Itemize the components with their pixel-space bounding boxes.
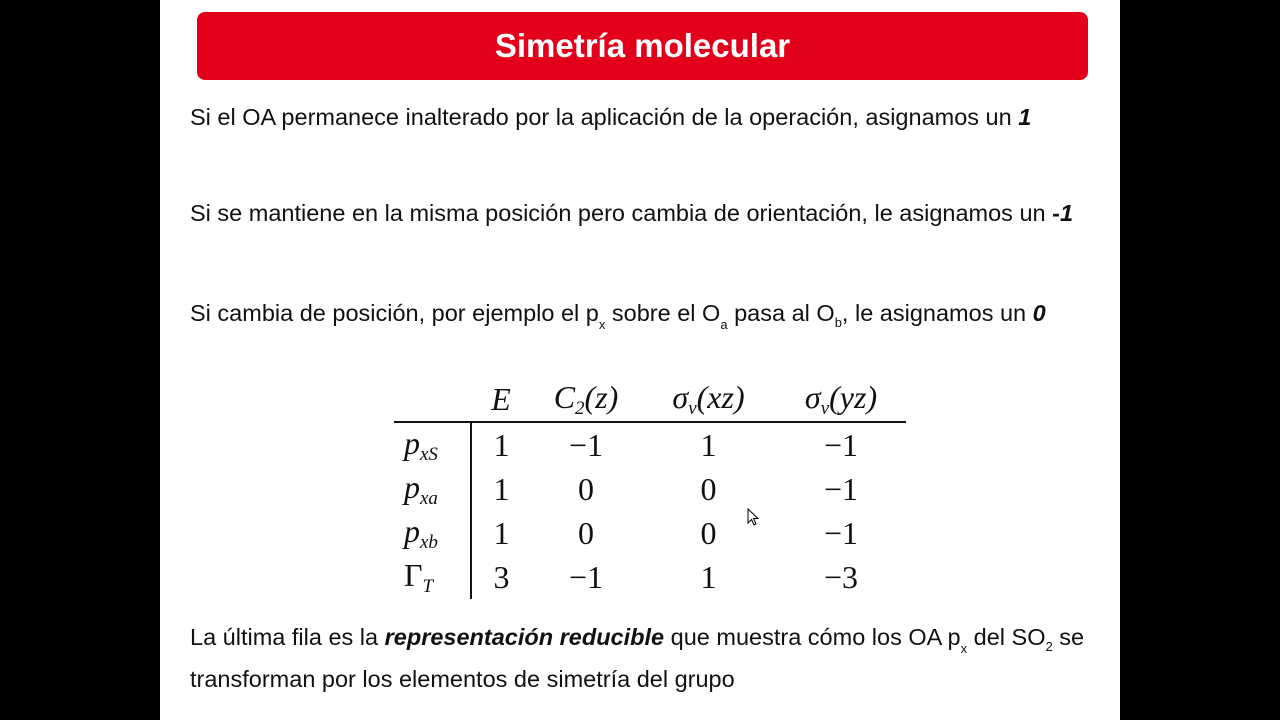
cell: 0	[700, 514, 717, 551]
header-sigma-xz-main: σ	[672, 378, 689, 415]
paragraph-3-text-2: sobre el O	[605, 300, 721, 326]
paragraph-2-text: Si se mantiene en la misma posición pero cambia de orientación, le asignamos un	[190, 200, 1053, 226]
row-label-main: p	[404, 468, 420, 505]
cell: 0	[578, 514, 594, 551]
cell: 1	[700, 558, 717, 595]
paragraph-1-value: 1	[1018, 104, 1032, 130]
table-corner	[394, 377, 471, 422]
slide-title: Simetría molecular	[494, 27, 791, 64]
row-label-sub: T	[422, 575, 434, 597]
paragraph-4-text-2: que muestra cómo los OA p	[664, 624, 961, 650]
table-row	[394, 467, 906, 511]
row-label	[394, 422, 471, 467]
cell: 1	[493, 426, 510, 463]
header-sigma-xz-arg: (xz)	[696, 378, 745, 415]
cell: 1	[700, 426, 717, 463]
table-row	[394, 555, 906, 599]
header-c2-arg: (z)	[584, 378, 619, 415]
header-c2	[531, 377, 641, 422]
table-row	[394, 511, 906, 555]
cell: −1	[823, 470, 859, 507]
row-label	[394, 467, 471, 511]
paragraph-4-text-4: se transforman por los elementos de simetría del grupo	[190, 624, 1085, 692]
header-c2-main: C	[553, 378, 576, 415]
cell: −1	[568, 558, 604, 595]
row-label-sub: xS	[420, 443, 438, 465]
header-sigma-yz	[776, 377, 906, 422]
slide	[160, 0, 1120, 720]
row-label-sub: xb	[420, 531, 438, 553]
paragraph-4-emphasis: representación reducible	[384, 624, 665, 650]
paragraph-3-text-1: Si cambia de posición, por ejemplo el p	[190, 300, 599, 326]
row-label-main: p	[404, 424, 420, 461]
paragraph-4	[190, 618, 1100, 698]
paragraph-2	[190, 197, 1100, 230]
row-label-main: p	[404, 512, 420, 549]
cell: 0	[578, 470, 594, 507]
row-label-sub: xa	[420, 487, 438, 509]
row-label	[394, 511, 471, 555]
mouse-cursor-icon	[747, 508, 759, 526]
paragraph-4-sub-x: x	[960, 641, 968, 656]
row-label-main: Γ	[404, 556, 423, 593]
table-row	[394, 422, 906, 467]
header-sigma-xz	[641, 377, 776, 422]
cell: −1	[823, 426, 859, 463]
row-label	[394, 555, 471, 599]
paragraph-3	[190, 293, 1100, 337]
paragraph-3-value: 0	[1032, 300, 1046, 326]
paragraph-2-value: -1	[1052, 200, 1074, 226]
paragraph-3-text-3: pasa al O	[727, 300, 835, 326]
cell: −1	[823, 514, 859, 551]
paragraph-4-text-3: del SO	[967, 624, 1046, 650]
cell: 1	[493, 514, 510, 551]
cell: −3	[823, 558, 859, 595]
title-bar	[197, 12, 1088, 80]
cell: 3	[493, 558, 510, 595]
paragraph-1	[190, 101, 1100, 134]
header-sigma-yz-main: σ	[804, 378, 821, 415]
header-sigma-xz-sub: v	[688, 397, 697, 419]
cell: −1	[568, 426, 604, 463]
paragraph-3-sub-x: x	[598, 317, 606, 332]
header-c2-sub: 2	[575, 397, 585, 419]
paragraph-1-text: Si el OA permanece inalterado por la aplicación de la operación, asignamos un	[190, 104, 1019, 130]
paragraph-3-sub-b: b	[834, 315, 842, 330]
paragraph-3-sub-a: a	[720, 317, 728, 332]
paragraph-3-text-4: , le asignamos un	[841, 300, 1033, 326]
cell: 1	[493, 470, 510, 507]
character-table	[394, 377, 906, 599]
header-sigma-yz-arg: (yz)	[829, 378, 878, 415]
header-sigma-yz-sub: v	[820, 397, 830, 419]
paragraph-4-sub-2: 2	[1045, 639, 1053, 654]
cell: 0	[700, 470, 717, 507]
paragraph-4-text-1: La última fila es la	[190, 624, 385, 650]
header-e: E	[471, 377, 531, 422]
